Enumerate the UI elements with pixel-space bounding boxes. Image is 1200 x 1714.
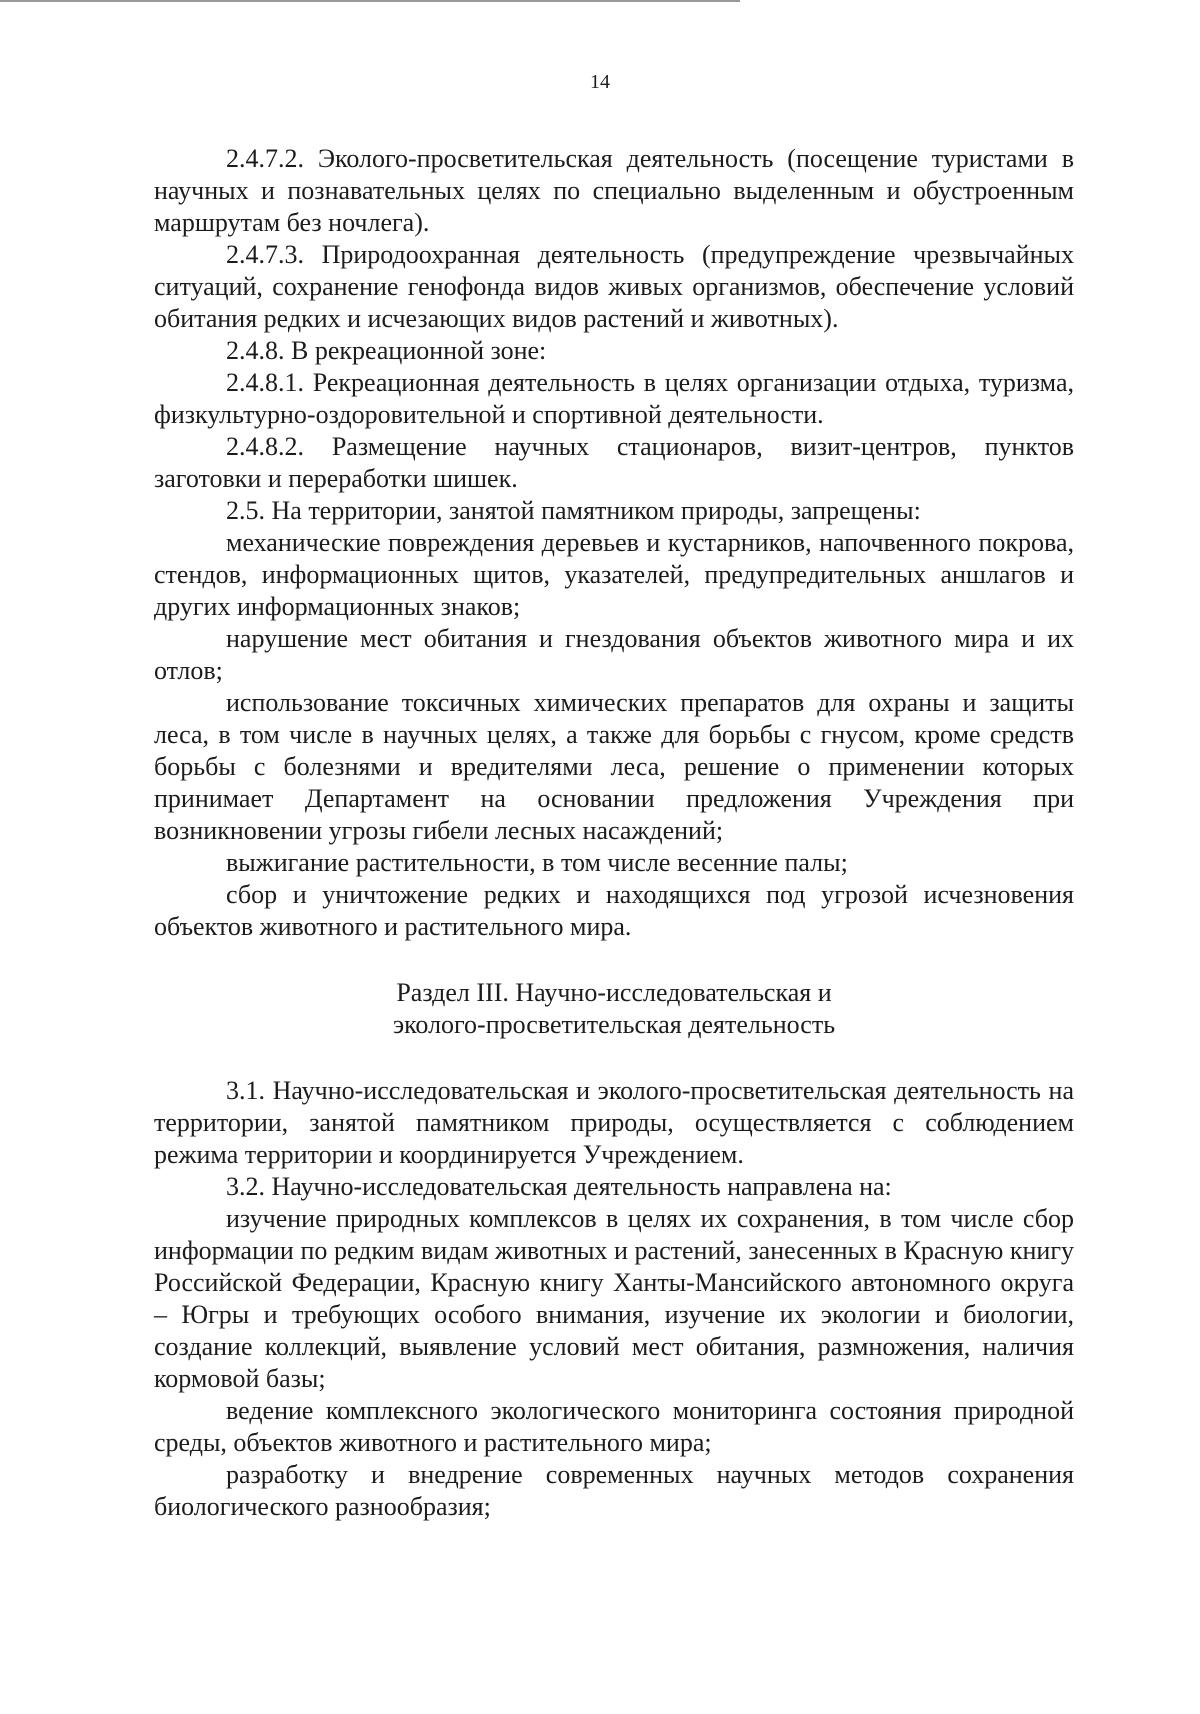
paragraph-2-4-8-2: 2.4.8.2. Размещение научных стационаров, визит-центров, пунктов заготовки и переработки шишек. — [154, 432, 1074, 493]
paragraph-3-1: 3.1. Научно-исследовательская и эколого-просветительская деятельность на территории, занятой памятником природы, осуществляется с соблюдением режима территории и координируется Учреждением. — [154, 1076, 1074, 1169]
research-item: разработку и внедрение современных научных методов сохранения биологического разнообразия; — [154, 1460, 1074, 1521]
prohibition-item: механические повреждения деревьев и кустарников, напочвенного покрова, стендов, информационных щитов, указателей, предупредительных аншлагов и других информационных знаков; — [154, 528, 1074, 621]
section-heading-line-1: Раздел III. Научно-исследовательская и — [396, 978, 832, 1007]
prohibition-item: нарушение мест обитания и гнездования объектов животного мира и их отлов; — [154, 624, 1074, 685]
document-body — [154, 143, 1074, 1523]
section-heading — [154, 977, 1074, 1041]
scan-top-edge-line — [0, 0, 740, 2]
paragraph-3-2: 3.2. Научно-исследовательская деятельность направлена на: — [226, 1172, 892, 1201]
prohibition-item: использование токсичных химических препаратов для охраны и защиты леса, в том числе в научных целях, а также для борьбы с гнусом, кроме средств борьбы с болезнями и вредителями леса, решение о применении которых принимает Департамент на основании предложения Учреждения при возникновении угрозы гибели лесных насаждений; — [154, 688, 1074, 845]
paragraph-2-5: 2.5. На территории, занятой памятником природы, запрещены: — [226, 496, 921, 525]
research-item: ведение комплексного экологического мониторинга состояния природной среды, объектов животного и растительного мира; — [154, 1396, 1074, 1457]
prohibition-item: выжигание растительности, в том числе весенние палы; — [226, 848, 848, 877]
paragraph-2-4-7-3: 2.4.7.3. Природоохранная деятельность (предупреждение чрезвычайных ситуаций, сохранение генофонда видов живых организмов, обеспечение условий обитания редких и исчезающих видов растений и животных). — [154, 240, 1074, 333]
page-number: 14 — [590, 71, 610, 93]
paragraph-2-4-8: 2.4.8. В рекреационной зоне: — [226, 336, 547, 365]
paragraph-2-4-8-1: 2.4.8.1. Рекреационная деятельность в целях организации отдыха, туризма, физкультурно-оздоровительной и спортивной деятельности. — [154, 368, 1074, 429]
paragraph-2-4-7-2: 2.4.7.2. Эколого-просветительская деятельность (посещение туристами в научных и познавательных целях по специально выделенным и обустроенным маршрутам без ночлега). — [154, 144, 1074, 237]
research-item: изучение природных комплексов в целях их сохранения, в том числе сбор информации по редким видам животных и растений, занесенных в Красную книгу Российской Федерации, Красную книгу Ханты-Мансийского автономного округа – Югры и требующих особого внимания, изучение их экологии и биологии, создание коллекций, выявление условий мест обитания, размножения, наличия кормовой базы; — [154, 1204, 1074, 1393]
section-heading-line-2: эколого-просветительская деятельность — [392, 1010, 836, 1039]
prohibition-item: сбор и уничтожение редких и находящихся под угрозой исчезновения объектов животного и растительного мира. — [154, 880, 1074, 941]
